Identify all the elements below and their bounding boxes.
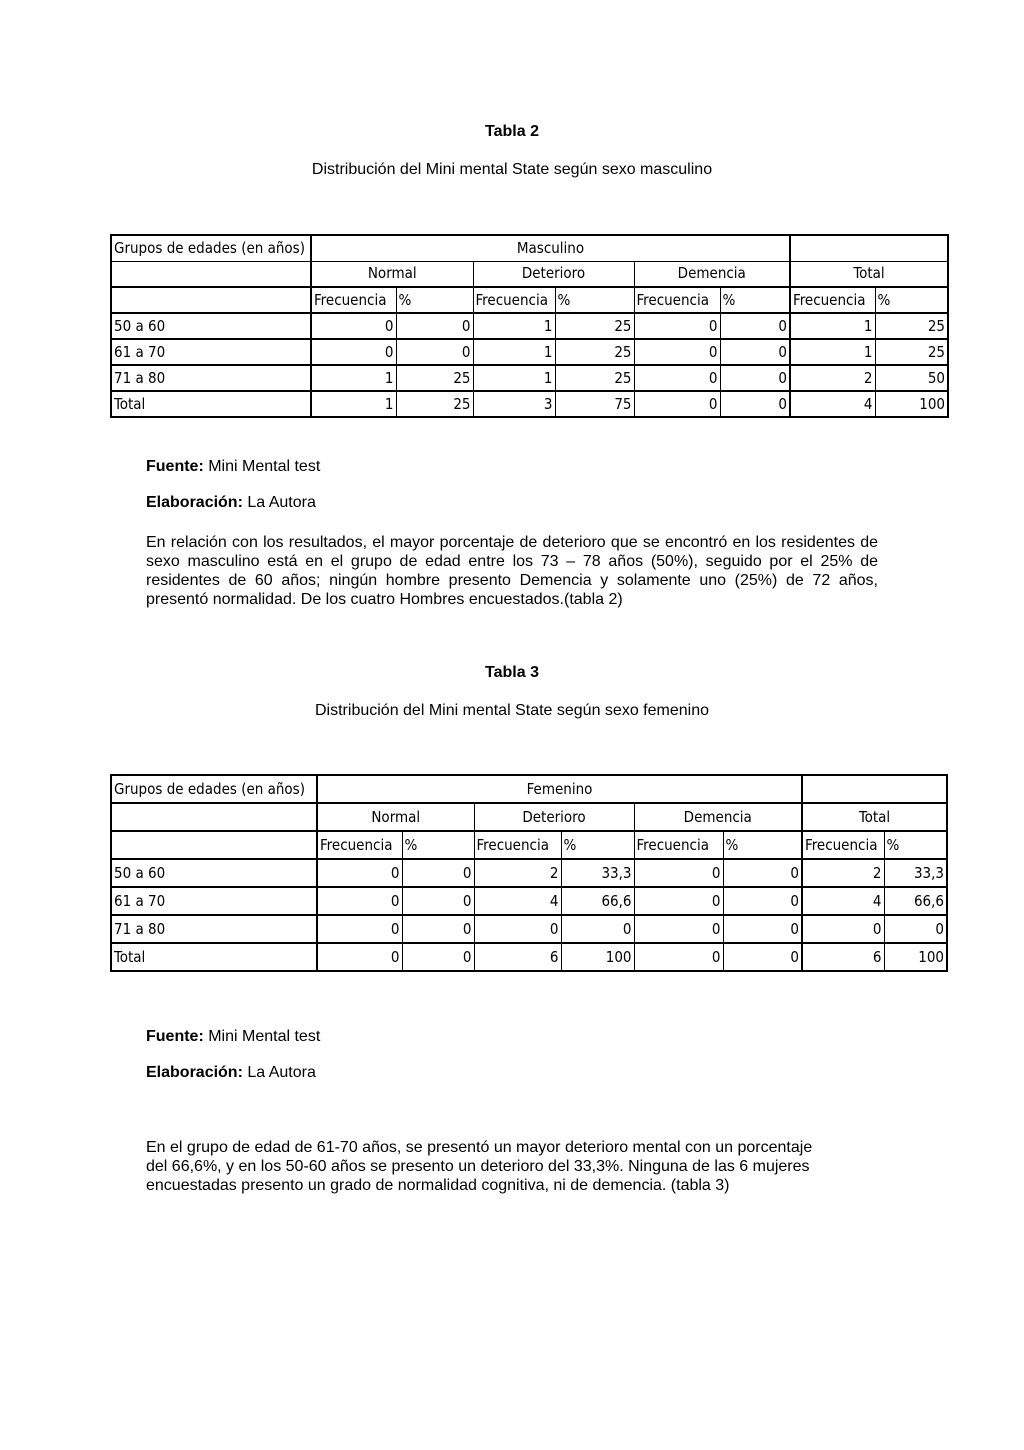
table2-sub-frecuencia: Frecuencia (790, 287, 875, 313)
table3-cell: 0 (474, 915, 561, 943)
table3-sub-percent: % (402, 831, 474, 859)
table2-cell: 25 (396, 391, 473, 417)
table2-cell: 100 (875, 391, 948, 417)
table2-cell: 0 (720, 391, 790, 417)
table3-header-row-1 (111, 775, 947, 803)
table2-cell: 0 (311, 313, 396, 339)
table3-row (111, 859, 947, 887)
table3-elab-value: La Autora (242, 1064, 316, 1081)
table3-cell: 33,3 (561, 859, 634, 887)
table3-cell: 0 (723, 859, 802, 887)
table3-elaboration (146, 1064, 316, 1082)
table2-group-header: Grupos de edades (en años) (114, 238, 305, 257)
table2-cell: 25 (875, 313, 948, 339)
table3-cell: 0 (802, 915, 884, 943)
table2-cat-total: Total (790, 261, 948, 287)
table3-cat-demencia: Demencia (634, 803, 802, 831)
table3 (110, 774, 948, 972)
table2-row-label: 61 a 70 (114, 342, 166, 361)
table3-row-label: 50 a 60 (114, 863, 166, 882)
table3-cell: 0 (723, 887, 802, 915)
table3-cell: 66,6 (561, 887, 634, 915)
table2-title: Distribución del Mini mental State según sexo masculino (311, 161, 713, 178)
table2-cell: 0 (634, 391, 720, 417)
table2-cat-normal: Normal (311, 261, 473, 287)
table3-cell: 0 (634, 915, 723, 943)
table2-sub-percent: % (720, 287, 790, 313)
table3-paragraph-line: del 66,6%, y en los 50-60 años se presento un deterioro del 33,3%. Ninguna de las 6 mujeres (146, 1158, 810, 1175)
table2-cell: 25 (555, 365, 634, 391)
table2-cell: 0 (396, 339, 473, 365)
table2-number: Tabla 2 (485, 123, 539, 140)
table3-cell: 0 (402, 943, 474, 971)
table3-sub-frecuencia: Frecuencia (474, 831, 561, 859)
table3-cell: 33,3 (884, 859, 947, 887)
table3-cell: 66,6 (884, 887, 947, 915)
table3-sub-frecuencia: Frecuencia (634, 831, 723, 859)
table2-cell: 1 (311, 365, 396, 391)
table2-body (111, 313, 948, 417)
table3-elab-label: Elaboración: (146, 1064, 243, 1081)
table3-total-header-blank (802, 775, 947, 803)
table3-row-label: 61 a 70 (114, 891, 166, 910)
table3-paragraph-line: encuestadas presento un grado de normalidad cognitiva, ni de demencia. (tabla 3) (146, 1177, 730, 1194)
table3-cell: 100 (884, 943, 947, 971)
table3-row (111, 943, 947, 971)
table3-header-row-3 (111, 831, 947, 859)
table3-cell: 0 (634, 859, 723, 887)
table2-cell: 0 (720, 365, 790, 391)
table2-cell: 0 (720, 313, 790, 339)
table3-number: Tabla 3 (485, 664, 539, 681)
table2-cat-deterioro: Deterioro (473, 261, 634, 287)
table2-cell: 25 (555, 339, 634, 365)
table3-sub-percent: % (884, 831, 947, 859)
table2-elab-label: Elaboración: (146, 494, 243, 511)
table3-header-row-2 (111, 803, 947, 831)
table3-source-label: Fuente: (146, 1028, 204, 1045)
table3-cell: 6 (474, 943, 561, 971)
table3-sub-frecuencia: Frecuencia (317, 831, 402, 859)
table2-cell: 1 (473, 313, 555, 339)
table3-group-header: Grupos de edades (en años) (114, 779, 305, 798)
table2-cell: 25 (555, 313, 634, 339)
table3-row-label: Total (114, 947, 146, 966)
table3-cell: 0 (317, 915, 402, 943)
table3-body (111, 859, 947, 971)
table3-paragraph (146, 1138, 878, 1195)
table2-cell: 0 (396, 313, 473, 339)
table2-row-label: 50 a 60 (114, 316, 166, 335)
table3-cell: 2 (474, 859, 561, 887)
table2-cell: 50 (875, 365, 948, 391)
table2-row (111, 391, 948, 417)
table2-cell: 25 (396, 365, 473, 391)
table2-cell: 0 (311, 339, 396, 365)
table3-cat-deterioro: Deterioro (474, 803, 634, 831)
table3-sub-percent: % (561, 831, 634, 859)
table2-paragraph: En relación con los resultados, el mayor porcentaje de deterioro que se encontró en los residentes de sexo masculino está en el grupo de edad entre los 73 – 78 años (50%), seguido por el 25% de residentes de 60 años; ningún hombre presento Demencia y solamente uno (25%) de 72 años, presentó normalidad. De los cuatro Hombres encuestados.(tabla 2) (146, 534, 878, 608)
table3-cell: 2 (802, 859, 884, 887)
table2-cell: 0 (634, 365, 720, 391)
table3-paragraph-line: En el grupo de edad de 61-70 años, se presentó un mayor deterioro mental con un porcentaje (146, 1139, 813, 1156)
table3-row (111, 887, 947, 915)
table3-source-value: Mini Mental test (203, 1028, 321, 1045)
table3-cell: 0 (402, 887, 474, 915)
table2-source-label: Fuente: (146, 458, 204, 475)
table3-cell: 0 (723, 943, 802, 971)
table3-blank-cell (111, 803, 317, 831)
table2-cell: 1 (790, 339, 875, 365)
table2-cell: 0 (634, 313, 720, 339)
table2-cell: 0 (634, 339, 720, 365)
table3-row-label: 71 a 80 (114, 919, 166, 938)
table2-sub-percent: % (875, 287, 948, 313)
table3-cell: 6 (802, 943, 884, 971)
table3-source (146, 1028, 320, 1046)
table2-sub-percent: % (396, 287, 473, 313)
table2-row (111, 365, 948, 391)
table2-sub-frecuencia: Frecuencia (634, 287, 720, 313)
table3-title: Distribución del Mini mental State según sexo femenino (315, 702, 709, 719)
table3-cell: 0 (884, 915, 947, 943)
table2-row-label: Total (114, 394, 146, 413)
table3-cell: 0 (402, 915, 474, 943)
table2-total-header-blank (790, 235, 948, 261)
table3-blank-cell (111, 831, 317, 859)
table2-row (111, 313, 948, 339)
table3-sub-frecuencia: Frecuencia (802, 831, 884, 859)
table3-cell: 0 (634, 943, 723, 971)
table2-cell: 25 (875, 339, 948, 365)
table2-elab-value: La Autora (242, 494, 316, 511)
table2-cell: 1 (311, 391, 396, 417)
table3-sub-percent: % (723, 831, 802, 859)
table2-elaboration (146, 494, 316, 512)
table2-cell: 0 (720, 339, 790, 365)
table2-cell: 2 (790, 365, 875, 391)
table2-header-row-1 (111, 235, 948, 261)
table2-row (111, 339, 948, 365)
table2-cat-demencia: Demencia (634, 261, 790, 287)
table2-cell: 3 (473, 391, 555, 417)
table3-cell: 0 (402, 859, 474, 887)
table2-source (146, 458, 320, 476)
table2-blank-cell (111, 261, 311, 287)
table3-cell: 0 (317, 943, 402, 971)
table3-cell: 4 (474, 887, 561, 915)
table2-header-row-3 (111, 287, 948, 313)
table2-sub-frecuencia: Frecuencia (473, 287, 555, 313)
table2-sub-percent: % (555, 287, 634, 313)
table2-cell: 4 (790, 391, 875, 417)
table3-cell: 100 (561, 943, 634, 971)
table3-cell: 0 (317, 859, 402, 887)
table2-header-row-2 (111, 261, 948, 287)
table2-source-value: Mini Mental test (203, 458, 321, 475)
table3-cell: 0 (317, 887, 402, 915)
table2-row-label: 71 a 80 (114, 368, 166, 387)
table2-cell: 75 (555, 391, 634, 417)
table2-sex-header: Masculino (311, 235, 790, 261)
table2-blank-cell (111, 287, 311, 313)
table2-cell: 1 (473, 365, 555, 391)
table2-cell: 1 (790, 313, 875, 339)
table3-cell: 4 (802, 887, 884, 915)
table3-cat-total: Total (802, 803, 947, 831)
table3-row (111, 915, 947, 943)
table3-cell: 0 (634, 887, 723, 915)
table3-cat-normal: Normal (317, 803, 474, 831)
table3-cell: 0 (723, 915, 802, 943)
table2-cell: 1 (473, 339, 555, 365)
table3-sex-header: Femenino (317, 775, 802, 803)
table3-cell: 0 (561, 915, 634, 943)
table2-sub-frecuencia: Frecuencia (311, 287, 396, 313)
table2 (110, 234, 949, 418)
